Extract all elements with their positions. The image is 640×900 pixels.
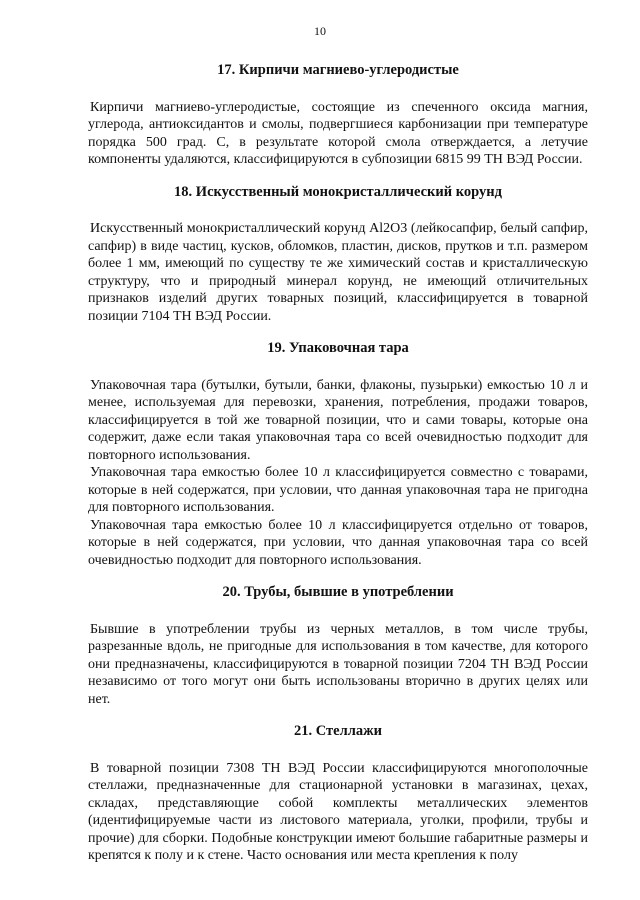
section-20-title: 20. Трубы, бывшие в употреблении (222, 584, 454, 600)
section-17-paragraph: Кирпичи магниево-углеродистые, состоящие из спеченного оксида магния, углерода, антиоксидантов и смолы, подвергшиеся карбонизации при температуре порядка 500 град. С, в результате которой смола отверждается, а летучие компоненты удаляются, классифицируются в субпозиции 6815 99 ТН ВЭД России. (88, 99, 588, 167)
section-17-title: 17. Кирпичи магниево-углеродистые (217, 62, 459, 78)
section-20-paragraph: Бывшие в употреблении трубы из черных металлов, в том числе трубы, разрезанные вдоль, не пригодные для использования в том качестве, для которого они предназначены, классифицируются в товарной позиции 7204 ТН ВЭД России независимо от того могут они быть использованы вторично в других целях или нет. (88, 621, 588, 707)
section-19-paragraph-3: Упаковочная тара емкостью более 10 л классифицируется отдельно от товаров, которые в ней содержатся, при условии, что данная упаковочная тара со всей очевидностью подходит для повторного использования. (88, 517, 588, 568)
document-body (88, 62, 588, 865)
page-number: 10 (314, 24, 326, 38)
section-21-title: 21. Стеллажи (294, 723, 382, 739)
section-19-paragraph-2: Упаковочная тара емкостью более 10 л классифицируется совместно с товарами, которые в ней содержатся, при условии, что данная упаковочная тара не пригодна для повторного использования. (88, 465, 588, 515)
section-21-paragraph: В товарной позиции 7308 ТН ВЭД России классифицируются многополочные стеллажи, предназначенные для стационарной установки в магазинах, цехах, складах, представляющие собой комплекты металлических элементов (идентифицируемые части из листового материала, уголки, профили, трубы и прочие) для сборки. Подобные конструкции имеют большие габаритные размеры и крепятся к полу и к стене. Часто основания или места крепления к полу (88, 760, 588, 863)
section-19-title: 19. Упаковочная тара (267, 340, 409, 356)
section-18-title: 18. Искусственный монокристаллический корунд (174, 183, 502, 200)
section-18-paragraph: Искусственный монокристаллический корунд Al2O3 (лейкосапфир, белый сапфир, сапфир) в виде частиц, кусков, обломков, пластин, дисков, прутков и т.п. размером более 1 мм, имеющий по существу те же химический состав и кристаллическую структуру, что и природный минерал корунд, не имеющий отличительных признаков изделий других товарных позиций, классифицируется в товарной позиции 7104 ТН ВЭД России. (88, 221, 588, 324)
section-19-paragraph-1: Упаковочная тара (бутылки, бутыли, банки, флаконы, пузырьки) емкостью 10 л и менее, используемая для перевозки, хранения, потребления, продажи товаров, классифицируется в той же товарной позиции, что и сами товары, которые она содержит, даже если такая упаковочная тара со всей очевидностью подходит для повторного использования. (88, 377, 588, 463)
